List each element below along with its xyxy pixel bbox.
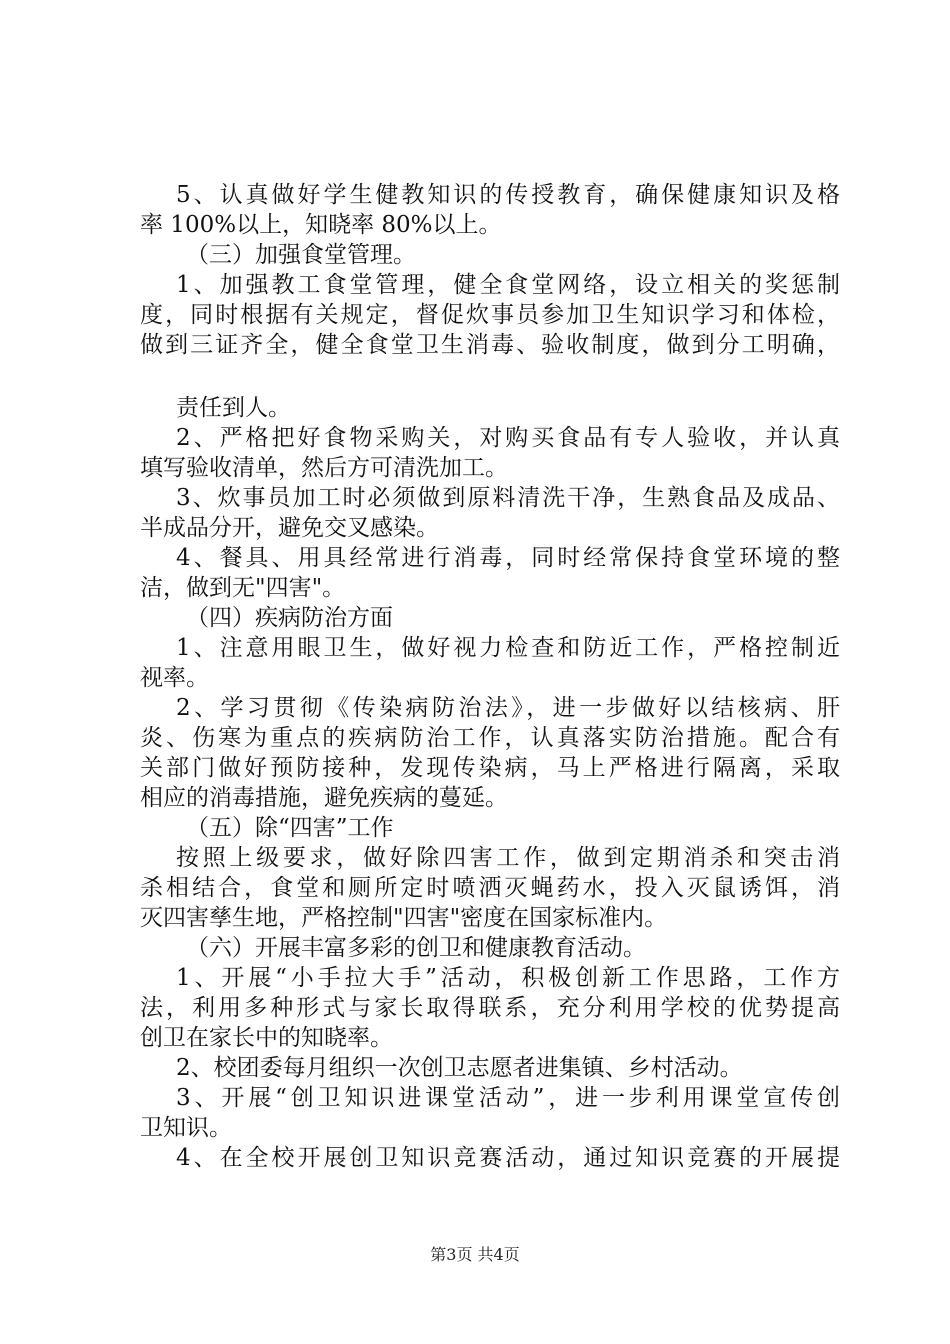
- paragraph-line: 责任到人。: [176, 395, 291, 421]
- paragraph-line: 1、注意用眼卫生，做好视力检查和防近工作，严格控制近: [176, 635, 840, 661]
- paragraph-line: 3、炊事员加工时必须做到原料清洗干净，生熟食品及成品、: [176, 485, 840, 511]
- paragraph-line: 2、学习贯彻《传染病防治法》，进一步做好以结核病、肝: [176, 695, 840, 721]
- paragraph-line: 1、加强教工食堂管理，健全食堂网络，设立相关的奖惩制: [176, 272, 840, 298]
- paragraph-line: 法，利用多种形式与家长取得联系，充分利用学校的优势提高: [140, 995, 840, 1021]
- paragraph-line: 2、校团委每月组织一次创卫志愿者进集镇、乡村活动。: [176, 1055, 743, 1081]
- paragraph-line: 5、认真做好学生健教知识的传授教育，确保健康知识及格: [176, 182, 840, 208]
- paragraph-line: 1、开展“小手拉大手”活动，积极创新工作思路，工作方: [176, 965, 840, 991]
- paragraph-line: 2、严格把好食物采购关，对购买食品有专人验收，并认真: [176, 425, 840, 451]
- paragraph-line: 视率。: [140, 665, 209, 691]
- paragraph-line: 关部门做好预防接种，发现传染病，马上严格进行隔离，采取: [140, 755, 840, 781]
- paragraph-line: 杀相结合，食堂和厕所定时喷洒灭蝇药水，投入灭鼠诱饵，消: [140, 875, 840, 901]
- paragraph-line: 相应的消毒措施，避免疾病的蔓延。: [140, 785, 508, 811]
- paragraph-line: 4、餐具、用具经常进行消毒，同时经常保持食堂环境的整: [176, 545, 840, 571]
- paragraph-line: 按照上级要求，做好除四害工作，做到定期消杀和突击消: [176, 845, 840, 871]
- paragraph-line: 灭四害孳生地，严格控制"四害"密度在国家标准内。: [140, 905, 668, 931]
- section-heading: （四）疾病防治方面: [186, 605, 393, 631]
- section-heading: （六）开展丰富多彩的创卫和健康教育活动。: [186, 935, 646, 961]
- paragraph-line: 率 100%以上，知晓率 80%以上。: [140, 212, 502, 238]
- paragraph-line: 填写验收清单，然后方可清洗加工。: [140, 455, 508, 481]
- section-heading: （五）除“四害”工作: [186, 815, 394, 841]
- paragraph-line: 4、在全校开展创卫知识竞赛活动，通过知识竞赛的开展提: [176, 1145, 840, 1171]
- paragraph-line: 半成品分开，避免交叉感染。: [140, 515, 439, 541]
- paragraph-line: 度，同时根据有关规定，督促炊事员参加卫生知识学习和体检，: [140, 302, 840, 328]
- paragraph-line: 做到三证齐全，健全食堂卫生消毒、验收制度，做到分工明确，: [140, 332, 840, 358]
- section-heading: （三）加强食堂管理。: [186, 242, 416, 268]
- paragraph-line: 洁，做到无"四害"。: [140, 575, 346, 601]
- paragraph-line: 卫知识。: [140, 1115, 232, 1141]
- paragraph-line: 炎、伤寒为重点的疾病防治工作，认真落实防治措施。配合有: [140, 725, 840, 751]
- paragraph-line: 3、开展“创卫知识进课堂活动”，进一步利用课堂宣传创: [176, 1085, 840, 1111]
- page-footer: 第3页 共4页: [430, 1245, 520, 1264]
- paragraph-line: 创卫在家长中的知晓率。: [140, 1025, 393, 1051]
